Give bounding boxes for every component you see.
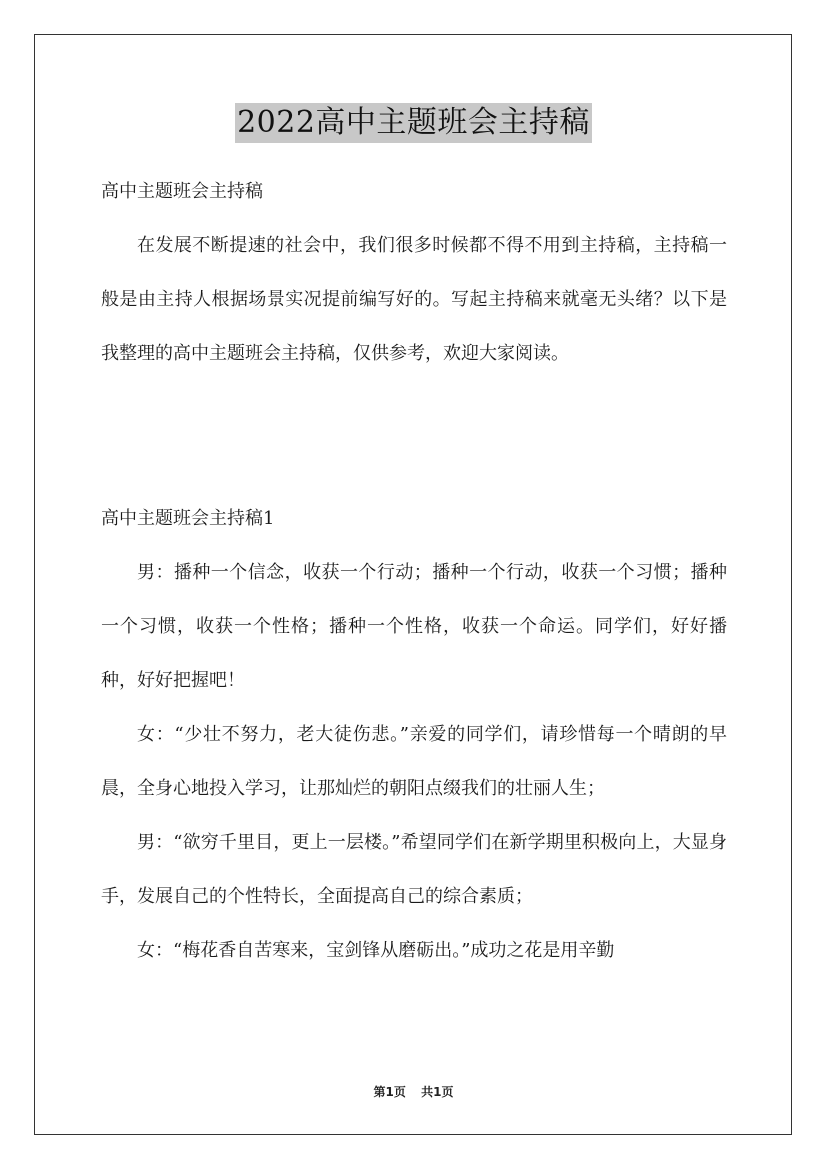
page-total: 共1页: [421, 1085, 454, 1099]
page-footer: [0, 1083, 827, 1100]
section-heading-1: 高中主题班会主持稿1: [101, 508, 275, 529]
document-title: 2022高中主题班会主持稿: [235, 103, 592, 143]
title-container: [0, 103, 827, 143]
paragraph: 男：“欲穷千里目，更上一层楼。”希望同学们在新学期里积极向上，大显身手，发展自己的个性特长，全面提高自己的综合素质；: [101, 832, 727, 907]
intro-block: [101, 219, 727, 381]
page-number: 第1页: [373, 1085, 406, 1099]
body-block: [101, 546, 727, 978]
paragraph: 男：播种一个信念，收获一个行动；播种一个行动，收获一个习惯；播种一个习惯，收获一个性格；播种一个性格，收获一个命运。同学们，好好播种，好好把握吧！: [101, 562, 727, 691]
paragraph: 女：“梅花香自苦寒来，宝剑锋从磨砺出。”成功之花是用辛勤: [137, 940, 615, 961]
intro-paragraph: 在发展不断提速的社会中，我们很多时候都不得不用到主持稿，主持稿一般是由主持人根据场景实况提前编写好的。写起主持稿来就毫无头绪？以下是我整理的高中主题班会主持稿，仅供参考，欢迎大家阅读。: [101, 235, 727, 364]
paragraph: 女：“少壮不努力，老大徒伤悲。”亲爱的同学们，请珍惜每一个晴朗的早晨，全身心地投入学习，让那灿烂的朝阳点缀我们的壮丽人生；: [101, 724, 727, 799]
section-heading: 高中主题班会主持稿: [101, 181, 263, 202]
footer-spacer: [410, 1085, 418, 1099]
